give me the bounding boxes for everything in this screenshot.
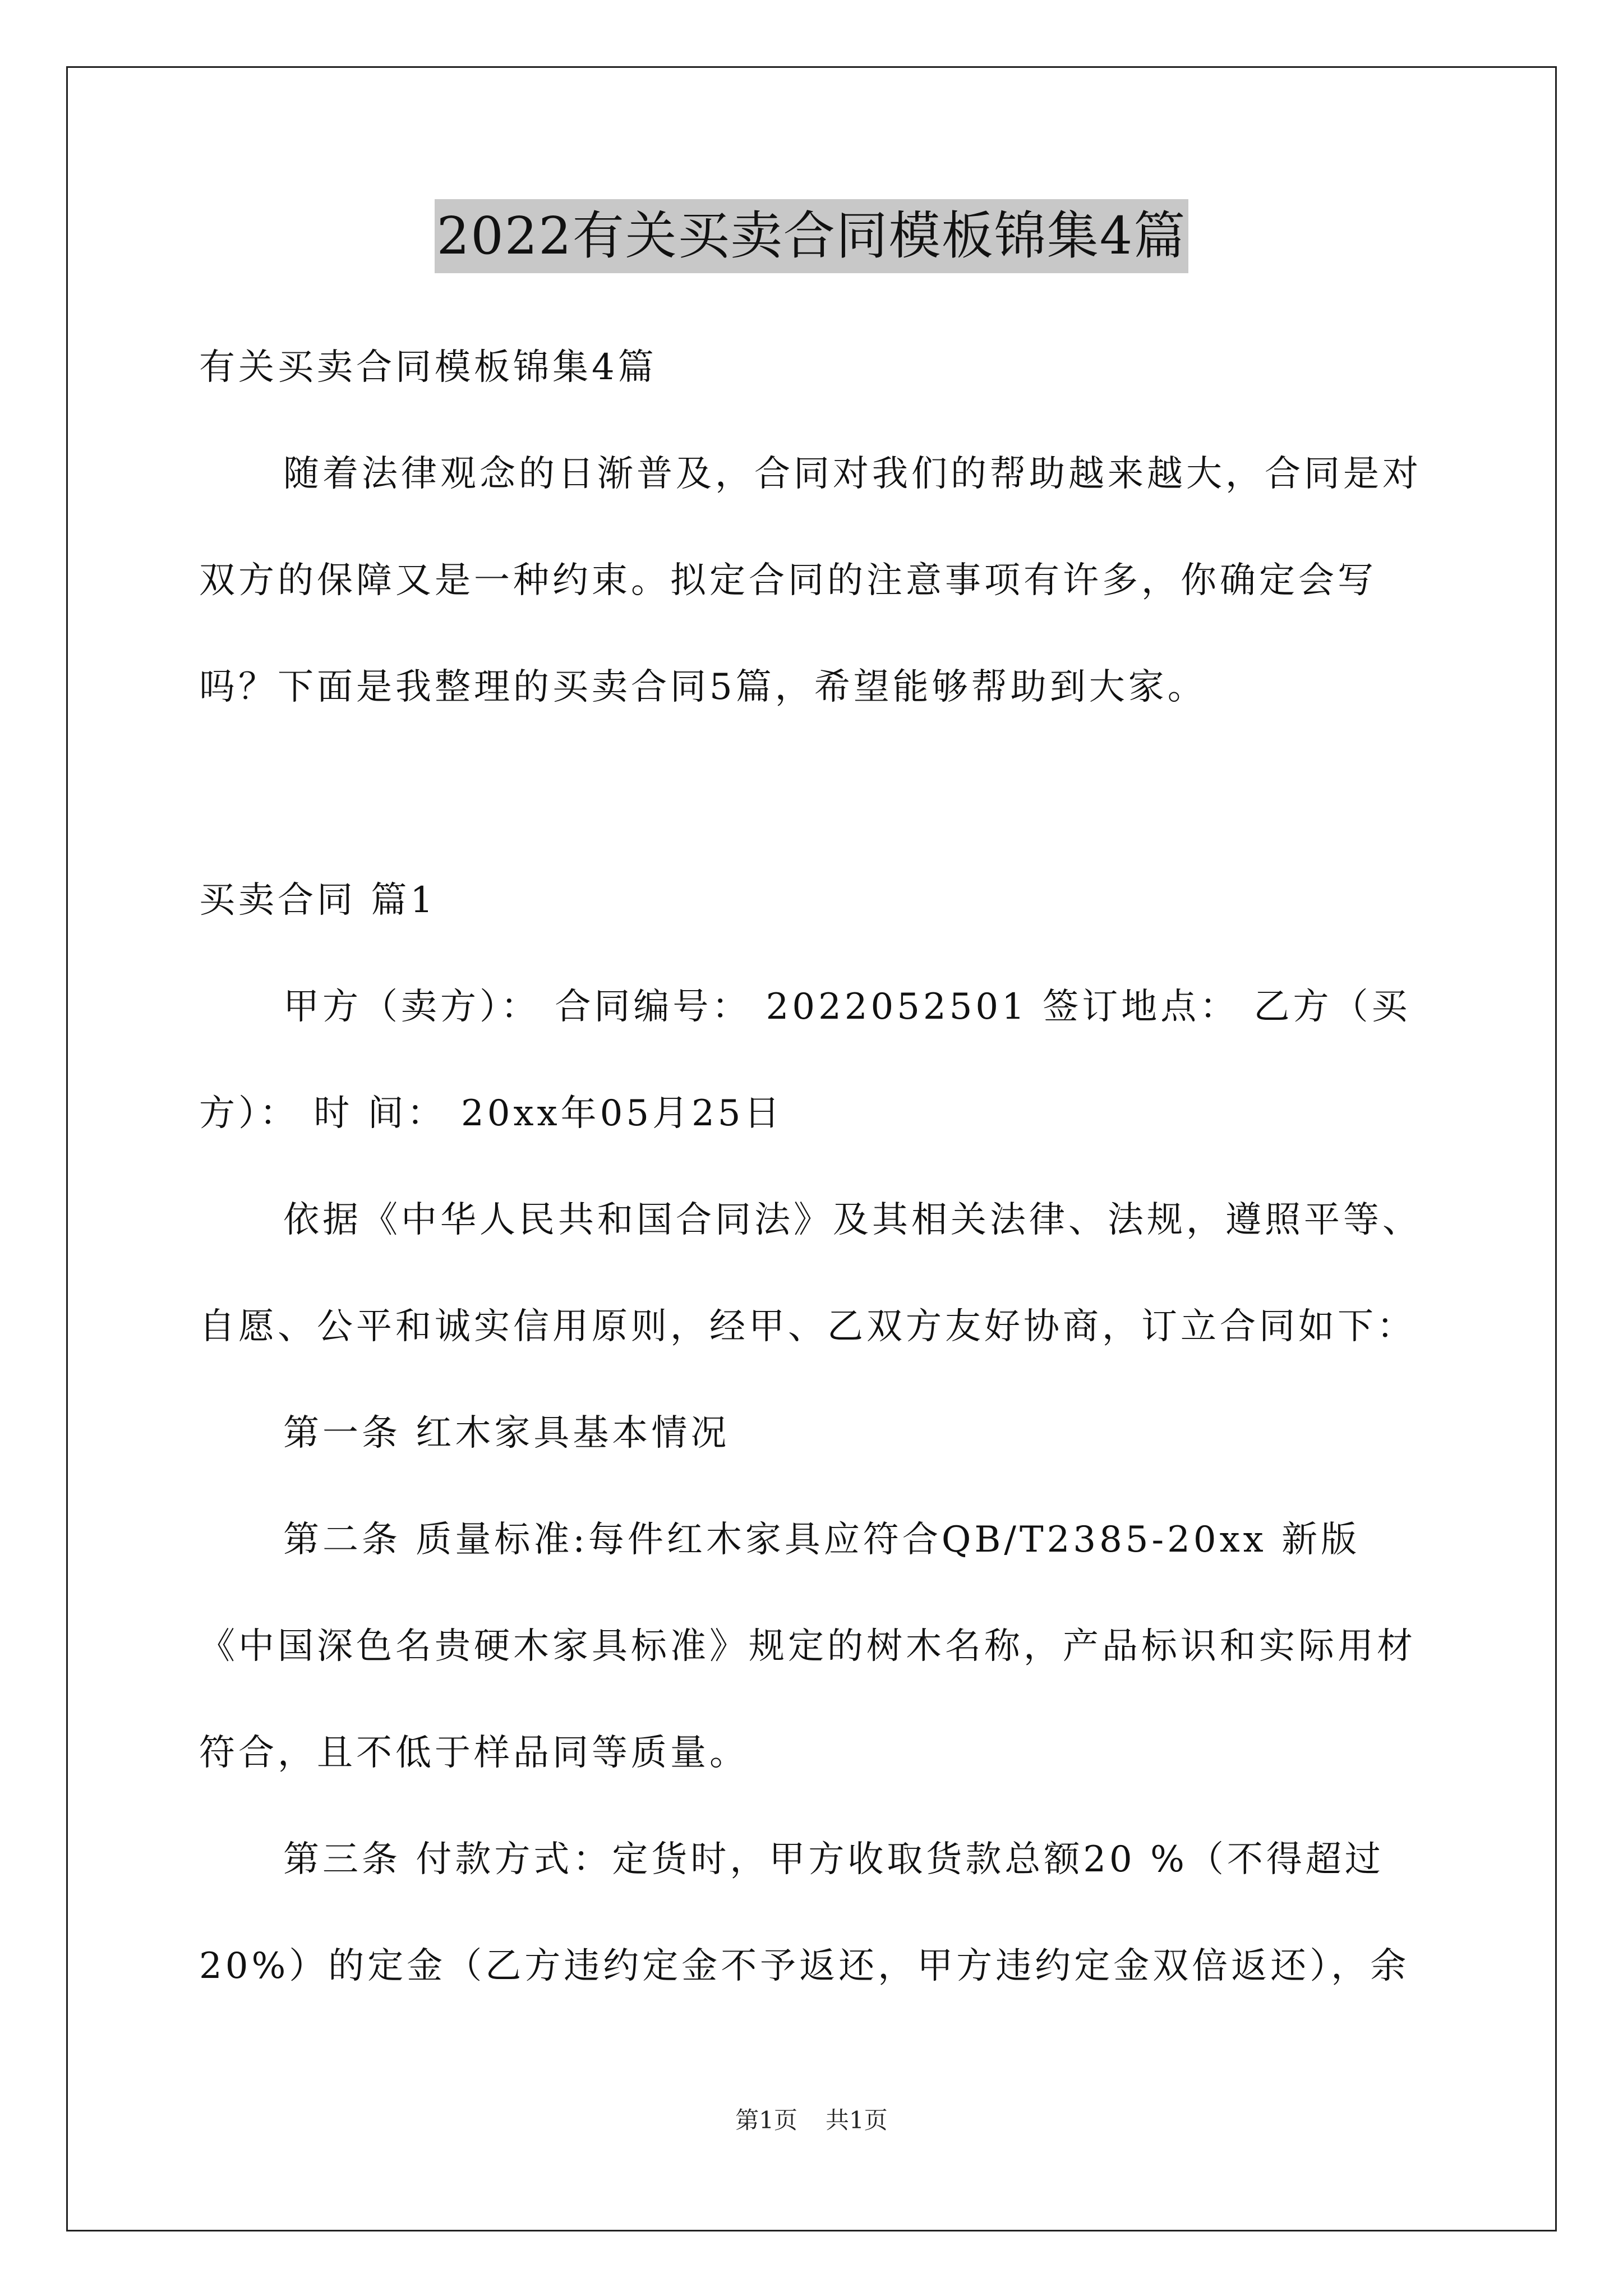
subtitle: 有关买卖合同模板锦集4篇: [199, 347, 657, 388]
intro-paragraph: 随着法律观念的日渐普及，合同对我们的帮助越来越大，合同是对双方的保障又是一种约束。拟定合同的注意事项有许多，你确定会写吗？下面是我整理的买卖合同5篇，希望能够帮助到大家。: [199, 453, 1422, 708]
document-body: [199, 314, 1433, 2019]
page-total: 共1页: [826, 2106, 888, 2134]
article-3: 第三条 付款方式：定货时，甲方收取货款总额20 %（不得超过20%）的定金（乙方违约定金不予返还，甲方违约定金双倍返还），余: [199, 1839, 1410, 1987]
parties-paragraph: 甲方（卖方）： 合同编号： 2022052501 签订地点： 乙方（买方）： 时 间： 20xx年05月25日: [199, 986, 1411, 1134]
page-footer: [0, 2104, 1623, 2137]
page-number: 第1页: [735, 2106, 797, 2134]
title-area: [0, 199, 1623, 273]
document-title: 2022有关买卖合同模板锦集4篇: [435, 199, 1189, 273]
section-heading: 买卖合同 篇1: [199, 880, 437, 921]
article-1: 第一条 红木家具基本情况: [283, 1412, 730, 1454]
basis-paragraph: 依据《中华人民共和国合同法》及其相关法律、法规，遵照平等、自愿、公平和诚实信用原则，经甲、乙双方友好协商，订立合同如下：: [199, 1199, 1422, 1347]
article-2: 第二条 质量标准:每件红木家具应符合QB/T2385-20xx 新版《中国深色名贵硬木家具标准》规定的树木名称，产品标识和实际用材符合，且不低于样品同等质量。: [199, 1519, 1416, 1774]
